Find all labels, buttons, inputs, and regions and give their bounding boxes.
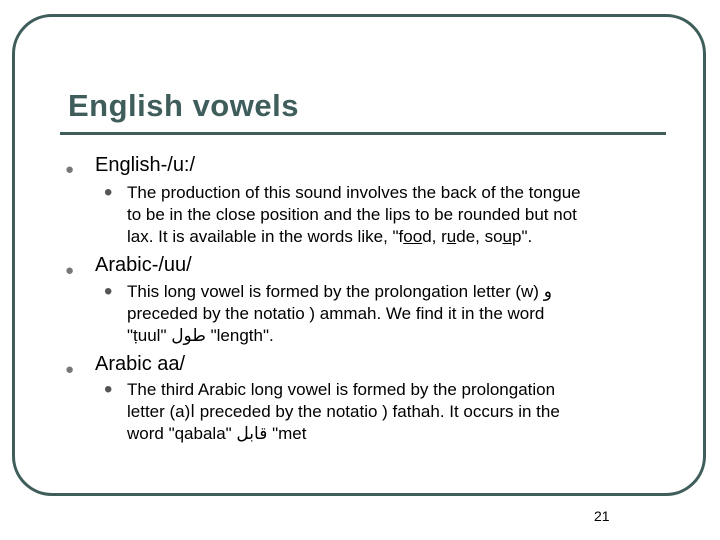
bullet-text-line: word "qabala" قابل "met	[127, 424, 307, 443]
bullet-text-line: This long vowel is formed by the prolongation letter (w) و	[127, 282, 552, 301]
bullet-heading-arabic-uu: Arabic-/uu/	[95, 254, 192, 276]
bullet-text-line: "ṭuul" طول "length".	[127, 326, 274, 345]
bullet-text-line: The third Arabic long vowel is formed by the prolongation	[127, 380, 556, 399]
underlined-segment: u	[446, 227, 457, 246]
title-underline	[60, 132, 666, 135]
sub-bullet-icon: •	[104, 376, 113, 403]
sub-bullet-icon: •	[104, 278, 113, 305]
bullet-text-line: to be in the close position and the lips to be rounded but not	[127, 205, 577, 224]
text-segment: lax. It is available in the words like, "f	[127, 227, 404, 246]
slide-title: English vowels	[68, 88, 299, 123]
bullet-text-line: letter (a)ا preceded by the notatio ) fathah. It occurs in the	[127, 402, 560, 421]
text-segment: de, so	[456, 227, 503, 246]
page-number: 21	[594, 508, 610, 524]
underlined-segment: oo	[403, 227, 423, 246]
bullet-text-line	[127, 226, 532, 248]
bullet-heading-arabic-aa: Arabic aa/	[95, 353, 186, 375]
text-segment: d, r	[422, 227, 447, 246]
bullet-heading-english: English-/u:/	[95, 154, 196, 176]
text-segment: p".	[512, 227, 533, 246]
sub-bullet-icon: •	[104, 179, 113, 206]
round-bullet-icon: ●	[65, 361, 75, 378]
bullet-text-line: The production of this sound involves the back of the tongue	[127, 183, 581, 202]
round-bullet-icon: ●	[65, 262, 75, 279]
bullet-text-line: preceded by the notatio ) ammah. We find it in the word	[127, 304, 545, 323]
underlined-segment: u	[502, 227, 513, 246]
round-bullet-icon: ●	[65, 161, 75, 178]
